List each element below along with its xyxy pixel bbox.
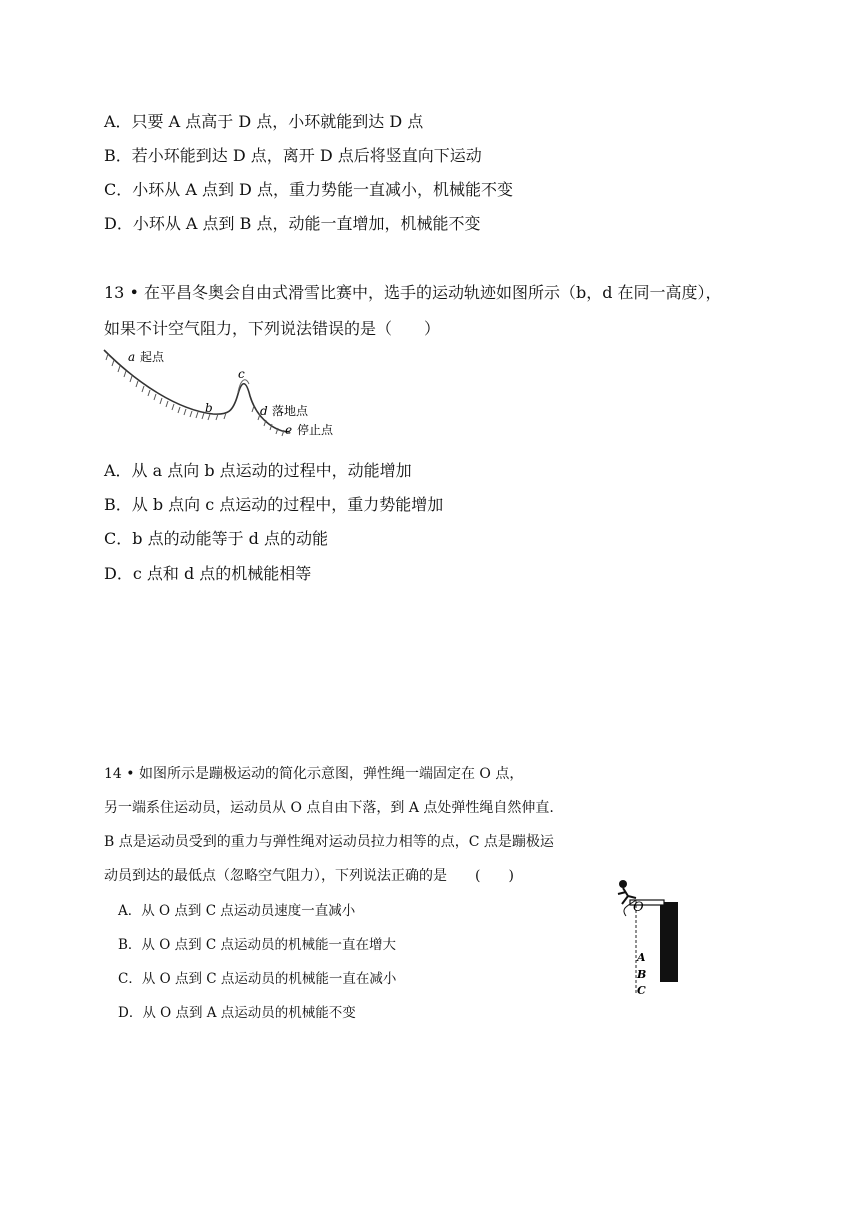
bungee-figure: [606, 872, 692, 1000]
q14-option-c: C．从 O 点到 C 点运动员的机械能一直在减小: [118, 971, 397, 987]
q14-option-b: B．从 O 点到 C 点运动员的机械能一直在增大: [118, 937, 396, 953]
q13-option-d: D．c 点和 d 点的机械能相等: [104, 564, 312, 583]
q14-stem-line-2: 另一端系住运动员，运动员从 O 点自由下落，到 A 点处弹性绳自然伸直.: [104, 800, 554, 816]
ski-trajectory-figure: [98, 344, 348, 444]
label-d: d: [260, 404, 268, 418]
q13-stem-line-1: 13 • 在平昌冬奥会自由式滑雪比赛中，选手的运动轨迹如图所示（b，d 在同一高度），: [104, 283, 722, 302]
label-stop: 停止点: [297, 423, 334, 437]
tower: [660, 902, 678, 982]
label-c: c: [238, 367, 245, 381]
q12-option-b: B．若小环能到达 D 点，离开 D 点后将竖直向下运动: [104, 146, 482, 165]
q12-option-c: C．小环从 A 点到 D 点，重力势能一直减小，机械能不变: [104, 180, 513, 199]
q14-stem-line-3: B 点是运动员受到的重力与弹性绳对运动员拉力相等的点，C 点是蹦极运: [104, 834, 554, 850]
jumper-head: [619, 880, 627, 888]
slope-hatching: [106, 354, 284, 436]
q13-option-c: C．b 点的动能等于 d 点的动能: [104, 529, 328, 548]
label-b: b: [205, 401, 213, 415]
label-C: C: [637, 984, 646, 997]
q14-stem-line-4: 动员到达的最低点（忽略空气阻力），下列说法正确的是 ( ): [104, 868, 514, 884]
q14-option-a: A．从 O 点到 C 点运动员速度一直减小: [118, 903, 356, 919]
q12-option-d: D．小环从 A 点到 B 点，动能一直增加，机械能不变: [104, 214, 481, 233]
label-landing: 落地点: [272, 404, 309, 418]
label-O: O: [633, 900, 644, 915]
label-A: A: [637, 951, 646, 964]
label-B: B: [637, 968, 647, 981]
q12-option-a: A．只要 A 点高于 D 点，小环就能到达 D 点: [104, 112, 424, 131]
label-a: a: [128, 350, 136, 364]
label-e: e: [285, 423, 293, 437]
q13-option-a: A．从 a 点向 b 点运动的过程中，动能增加: [104, 461, 412, 480]
label-start: 起点: [140, 350, 165, 364]
q13-stem-line-2: 如果不计空气阻力，下列说法错误的是（ ）: [104, 319, 441, 338]
q14-stem-line-1: 14 • 如图所示是蹦极运动的简化示意图，弹性绳一端固定在 O 点，: [104, 766, 524, 782]
q13-option-b: B．从 b 点向 c 点运动的过程中，重力势能增加: [104, 495, 444, 514]
q14-option-d: D．从 O 点到 A 点运动员的机械能不变: [118, 1005, 356, 1021]
